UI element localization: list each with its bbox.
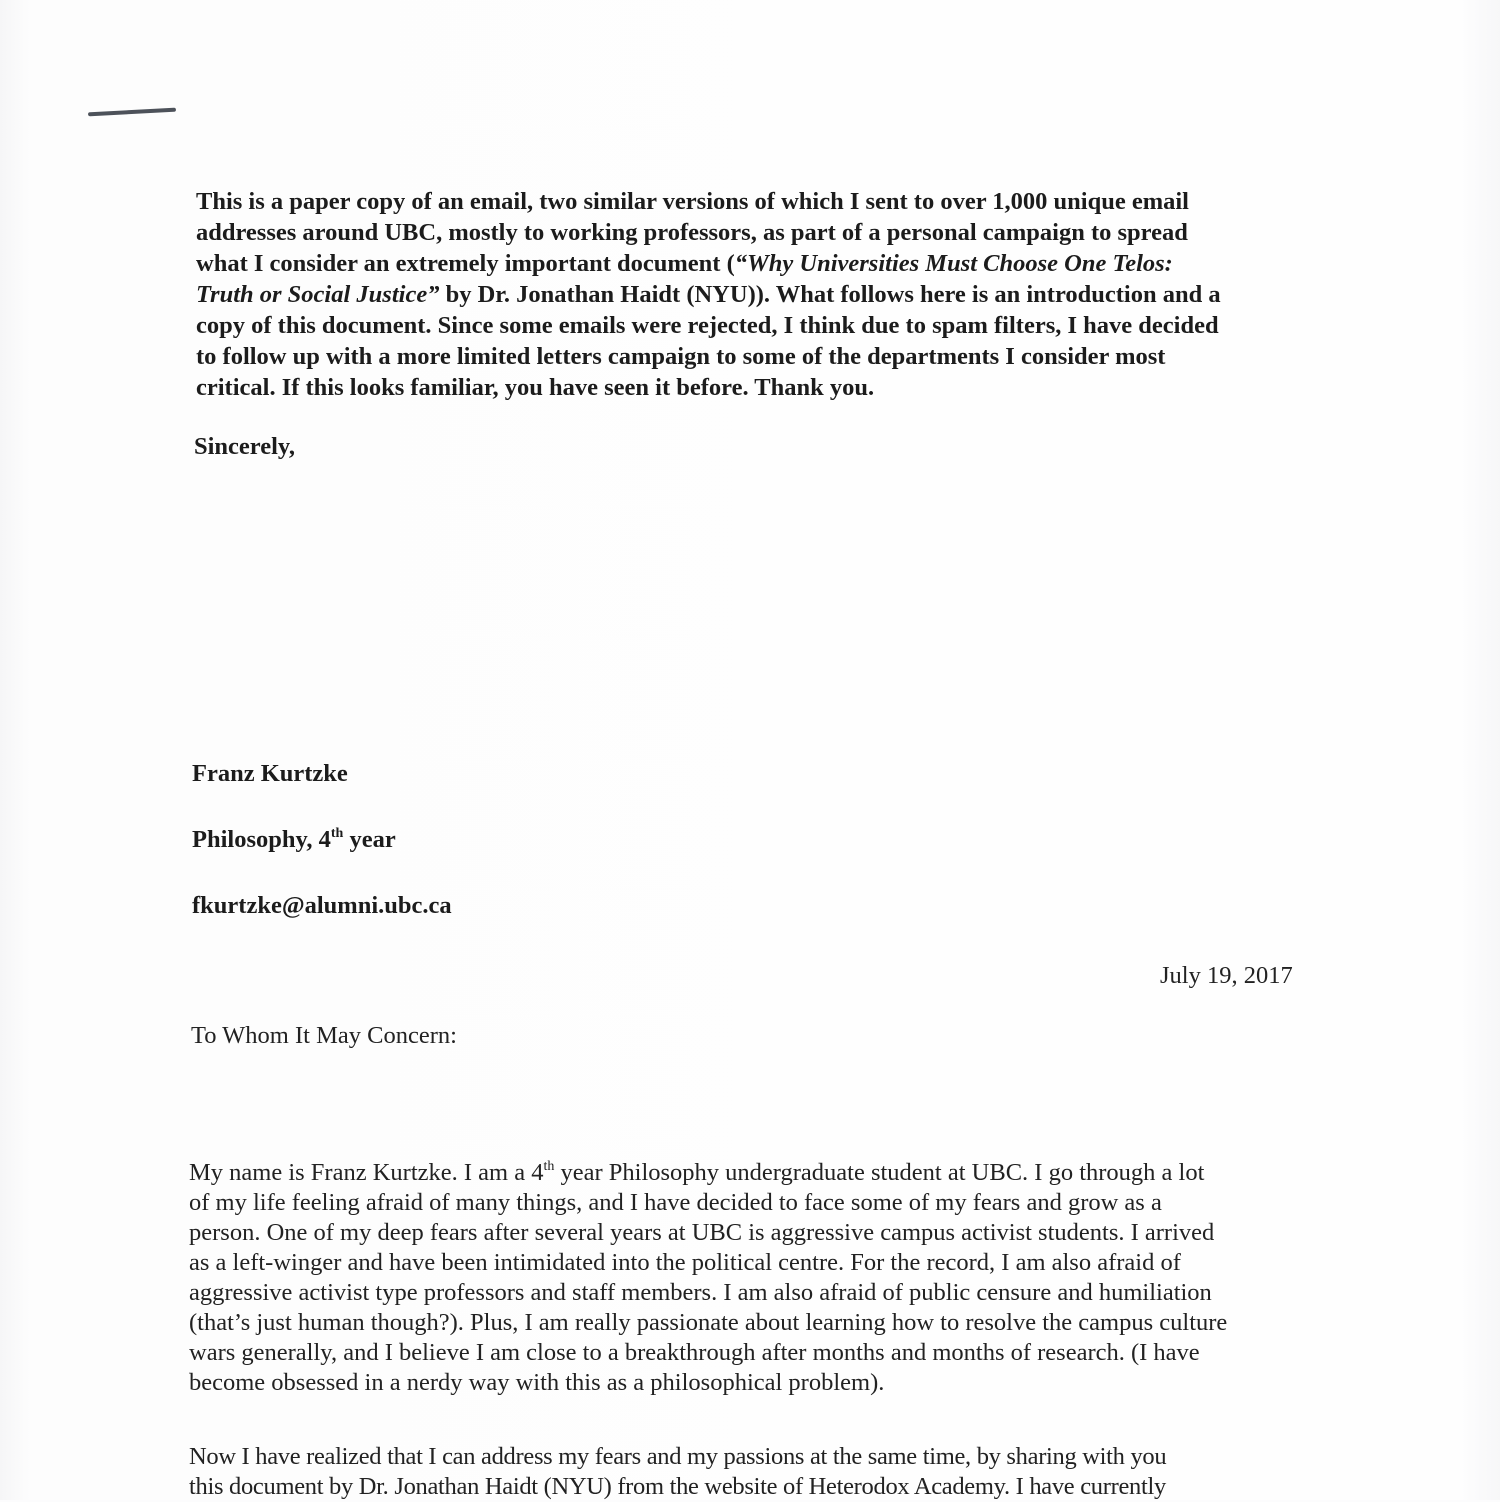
body-line bbox=[189, 1158, 1349, 1188]
intro-paragraph bbox=[196, 186, 1346, 403]
salutation: To Whom It May Concern: bbox=[191, 1022, 457, 1049]
body-line: wars generally, and I believe I am close to a breakthrough after months and months of research. (I have bbox=[189, 1339, 1200, 1366]
document-title-italic: Truth or Social Justice” bbox=[196, 281, 440, 308]
intro-line bbox=[196, 248, 1346, 279]
intro-line: This is a paper copy of an email, two similar versions of which I sent to over 1,000 unique email bbox=[196, 188, 1189, 215]
document-title-italic: “Why Universities Must Choose One Telos: bbox=[734, 250, 1173, 277]
closing-text: Sincerely, bbox=[194, 433, 295, 460]
signature-name: Franz Kurtzke bbox=[192, 760, 348, 787]
program-text: Philosophy, 4 bbox=[192, 826, 331, 853]
body-paragraph-1 bbox=[189, 1158, 1349, 1398]
program-text: year bbox=[343, 826, 396, 853]
scan-pen-mark bbox=[88, 108, 176, 117]
body-line: of my life feeling afraid of many things, and I have decided to face some of my fears and grow as a bbox=[189, 1189, 1162, 1216]
intro-text: by Dr. Jonathan Haidt (NYU)). What follows here is an introduction and a bbox=[439, 281, 1221, 308]
ordinal-suffix: th bbox=[543, 1159, 555, 1174]
intro-line: critical. If this looks familiar, you have seen it before. Thank you. bbox=[196, 374, 875, 401]
intro-text: what I consider an extremely important document ( bbox=[196, 250, 735, 277]
ordinal-suffix: th bbox=[330, 826, 344, 841]
intro-line bbox=[196, 279, 1346, 310]
intro-line: addresses around UBC, mostly to working professors, as part of a personal campaign to spread bbox=[196, 219, 1188, 246]
body-line: become obsessed in a nerdy way with this as a philosophical problem). bbox=[189, 1369, 885, 1396]
body-text: My name is Franz Kurtzke. I am a 4 bbox=[189, 1159, 544, 1186]
intro-line: copy of this document. Since some emails were rejected, I think due to spam filters, I have decided bbox=[196, 312, 1219, 339]
signature-email: fkurtzke@alumni.ubc.ca bbox=[192, 892, 452, 919]
letter-date: July 19, 2017 bbox=[1160, 962, 1293, 989]
signature-program bbox=[192, 826, 396, 854]
intro-line: to follow up with a more limited letters campaign to some of the departments I consider most bbox=[196, 343, 1166, 370]
body-line: aggressive activist type professors and staff members. I am also afraid of public censure and humiliation bbox=[189, 1279, 1212, 1306]
body-line: Now I have realized that I can address my fears and my passions at the same time, by sharing with you bbox=[189, 1443, 1167, 1470]
body-line: as a left-winger and have been intimidated into the political centre. For the record, I am also afraid of bbox=[189, 1249, 1181, 1276]
body-line: (that’s just human though?). Plus, I am really passionate about learning how to resolve the campus culture bbox=[189, 1309, 1228, 1336]
body-line: person. One of my deep fears after several years at UBC is aggressive campus activist students. I arrived bbox=[189, 1219, 1215, 1246]
body-paragraph-2 bbox=[189, 1442, 1349, 1502]
body-line: this document by Dr. Jonathan Haidt (NYU) from the website of Heterodox Academy. I have currently bbox=[189, 1473, 1166, 1500]
body-text: year Philosophy undergraduate student at UBC. I go through a lot bbox=[554, 1159, 1205, 1186]
